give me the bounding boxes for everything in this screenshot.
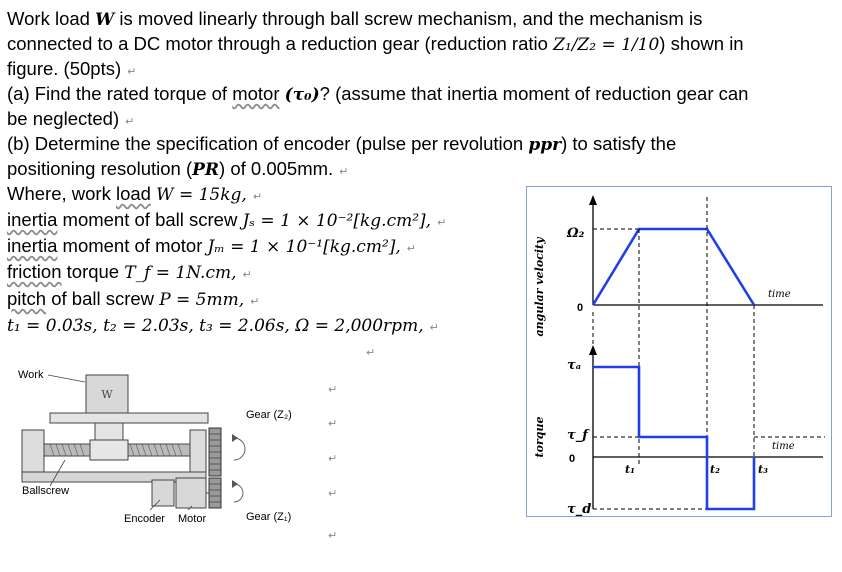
- math-pitch: P = 5mm,: [159, 290, 245, 310]
- math-tau0: (τ₀): [284, 85, 320, 105]
- return-mark: ↵: [339, 165, 349, 178]
- velocity-zero-label: 0: [577, 302, 584, 314]
- torque-ylabel: torque: [533, 416, 546, 458]
- ball-nut: [90, 440, 128, 460]
- tau-f-label: τ_f: [567, 428, 588, 443]
- t3-label: t₃: [758, 463, 768, 476]
- problem-line-5: [7, 106, 134, 134]
- problem-line-6: [7, 131, 676, 158]
- text: ) of 0.005mm.: [219, 158, 334, 179]
- math-ppr: ppr: [528, 135, 562, 155]
- return-mark: ↵: [366, 346, 376, 359]
- return-mark: ↵: [328, 487, 338, 500]
- omega2-label: Ω₂: [567, 226, 585, 241]
- text: ? (assume that inertia moment of reduction gear can: [319, 83, 749, 104]
- text: is moved linearly through ball screw mechanism, and the mechanism is: [114, 8, 703, 29]
- problem-line-4: [7, 81, 748, 108]
- return-mark: ↵: [328, 529, 338, 542]
- problem-line-3: [7, 56, 136, 84]
- math-jm: Jₘ = 1 × 10⁻¹[kg.cm²],: [207, 237, 401, 257]
- text: connected to a DC motor through a reduction gear (reduction ratio: [7, 33, 554, 54]
- text: be neglected): [7, 108, 120, 129]
- math-times: t₁ = 0.03s, t₂ = 2.03s, t₃ = 2.06s, Ω = 2,000rpm,: [7, 316, 424, 336]
- profile-plots: [527, 187, 831, 516]
- profile-figure: [526, 186, 832, 517]
- return-mark: ↵: [429, 321, 439, 334]
- velocity-y-arrow-icon: [589, 195, 597, 205]
- text: load: [115, 183, 151, 204]
- table: [50, 413, 208, 423]
- math-weight: W = 15kg,: [156, 185, 247, 205]
- ballscrew-mechanism-diagram: [10, 360, 320, 530]
- return-mark: ↵: [242, 268, 252, 281]
- torque-zero-label: 0: [569, 453, 576, 465]
- text: of ball screw: [46, 288, 160, 309]
- return-mark: ↵: [328, 383, 338, 396]
- text: pitch: [7, 288, 47, 309]
- torque-y-arrow-icon: [589, 345, 597, 355]
- ballscrew-label: Ballscrew: [22, 485, 70, 497]
- right-support: [190, 430, 206, 472]
- problem-line-11: [7, 259, 252, 287]
- problem-line-10: [7, 233, 416, 261]
- problem-line-2: [7, 31, 744, 58]
- gear-z2-label: Gear (Z₂): [246, 409, 292, 421]
- return-mark: ↵: [127, 65, 137, 78]
- encoder-body: [152, 480, 174, 506]
- text: inertia: [7, 209, 58, 230]
- text: ) shown in: [659, 33, 744, 54]
- text: Where, work: [7, 183, 116, 204]
- text: moment of motor: [57, 235, 208, 256]
- math-ratio: Z₁/Z₂ = 1/10: [553, 35, 660, 55]
- velocity-ylabel: angular velocity: [533, 237, 546, 337]
- encoder-label: Encoder: [124, 513, 165, 525]
- text: (a) Find the rated torque of: [7, 83, 233, 104]
- work-label: Work: [18, 369, 44, 381]
- math-tf: T_f = 1N.cm,: [124, 263, 237, 283]
- math-w: W: [95, 10, 115, 30]
- text: positioning resolution (: [7, 158, 193, 179]
- motor-label: Motor: [178, 513, 207, 525]
- tau-a-label: τₐ: [567, 358, 582, 373]
- return-mark: ↵: [328, 452, 338, 465]
- return-mark: ↵: [252, 190, 263, 203]
- text: ) to satisfy the: [561, 133, 677, 154]
- return-mark: ↵: [250, 295, 260, 308]
- torque-time-label: time: [772, 441, 795, 452]
- rotation-arrow-z1-icon: [234, 484, 243, 502]
- tau-d-label: τ_d: [567, 502, 592, 516]
- t1-label: t₁: [625, 463, 635, 476]
- left-support: [22, 430, 44, 472]
- text: torque: [61, 261, 125, 282]
- return-mark: ↵: [125, 115, 135, 128]
- gear-z1-label: Gear (Z₁): [246, 511, 292, 523]
- text: (b) Determine the specification of encoder (pulse per revolution: [7, 133, 529, 154]
- velocity-profile-line: [593, 229, 754, 305]
- math-pr: PR: [192, 160, 220, 180]
- text: inertia: [7, 235, 58, 256]
- motor-body: [176, 478, 206, 508]
- text: figure. (50pts): [7, 58, 122, 79]
- math-js: Jₛ = 1 × 10⁻²[kg.cm²],: [242, 211, 432, 231]
- text: Work load: [7, 8, 96, 29]
- gear-z1: [209, 478, 221, 508]
- problem-line-12: [7, 286, 259, 314]
- problem-line-13: [7, 312, 439, 340]
- w-label: W: [101, 388, 113, 401]
- return-mark: ↵: [406, 242, 417, 255]
- text: moment of ball screw: [57, 209, 243, 230]
- problem-line-8: [7, 181, 262, 209]
- problem-line-9: [7, 207, 446, 235]
- arrowhead-z1-icon: [232, 480, 238, 488]
- t2-label: t₂: [710, 463, 720, 476]
- nut-holder: [95, 423, 123, 441]
- return-mark: ↵: [437, 216, 447, 229]
- problem-line-7: [7, 156, 348, 184]
- velocity-time-label: time: [768, 289, 791, 300]
- torque-profile-line: [593, 367, 754, 509]
- rotation-arrow-z2-icon: [234, 438, 245, 460]
- text: motor: [232, 83, 280, 104]
- arrowhead-z2-icon: [232, 434, 238, 442]
- work-leader: [48, 375, 85, 382]
- problem-line-1: [7, 6, 702, 33]
- return-mark: ↵: [328, 417, 338, 430]
- text: friction: [7, 261, 62, 282]
